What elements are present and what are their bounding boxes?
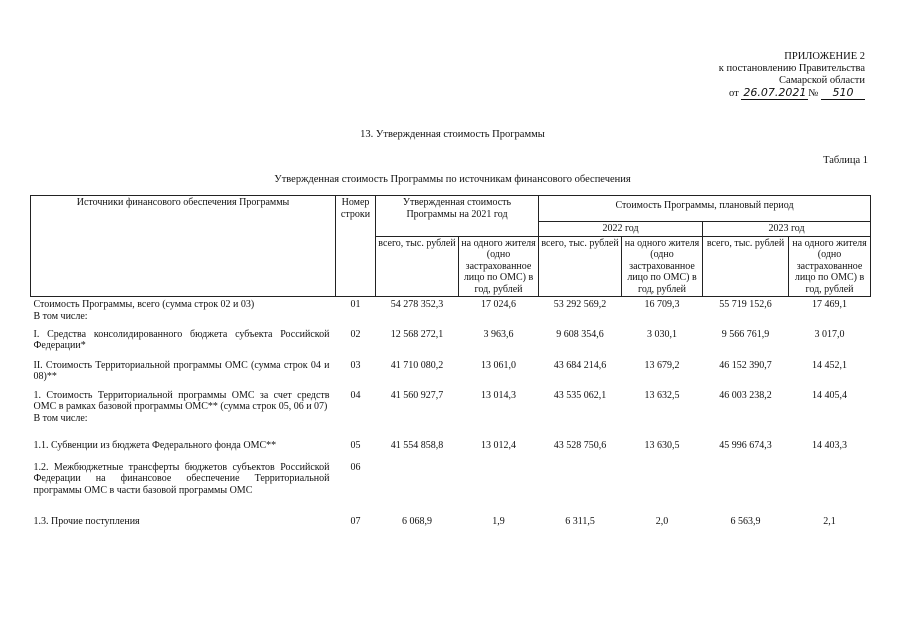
cell-per-capita-2023 xyxy=(789,460,871,514)
table-label: Таблица 1 xyxy=(823,155,868,166)
cell-per-capita-2021: 17 024,6 xyxy=(481,299,516,310)
number-value: 510 xyxy=(821,87,865,100)
cell-per-capita-2021: 3 963,6 xyxy=(483,328,514,340)
header-approved: Утвержденная стоимость Программы на 2021 год xyxy=(376,196,539,237)
date-value: 26.07.2021 xyxy=(743,86,807,99)
header-total-2021: всего, тыс. рублей xyxy=(376,236,459,297)
cell-per-capita-2023: 3 017,0 xyxy=(814,328,845,340)
cell-total-2022: 6 311,5 xyxy=(565,515,595,527)
cell-per-capita-2023: 14 405,4 xyxy=(812,389,848,401)
cell-per-capita-2023: 14 403,3 xyxy=(812,439,848,451)
row-number: 04 xyxy=(350,389,361,401)
appendix-region: Самарской области xyxy=(779,75,865,86)
header-per-capita-2022: на одного жителя (одно застрахованное лицо по ОМС) в год, рублей xyxy=(622,236,703,297)
row-name: I. Средства консолидированного бюджета субъекта Российской Федерации* xyxy=(33,328,330,351)
row-name: 1.2. Межбюджетные трансферты бюджетов субъектов Российской Федерации на финансовое обеспечение Территориальной программы ОМС в части базовой программы ОМС xyxy=(33,461,330,496)
row-subtext: В том числе: xyxy=(33,412,88,424)
cell-total-2021 xyxy=(376,460,459,514)
cell-total-2021: 12 568 272,1 xyxy=(390,328,444,340)
appendix-decree: к постановлению Правительства xyxy=(718,63,865,74)
row-name: 1.1. Субвенции из бюджета Федерального фонда ОМС** xyxy=(33,439,277,451)
cell-total-2021: 54 278 352,3 xyxy=(390,299,444,310)
number-prefix: № xyxy=(808,88,819,99)
header-row-number: Номер строки xyxy=(336,196,376,297)
table-row xyxy=(31,438,871,460)
row-number: 01 xyxy=(350,299,361,310)
table-row xyxy=(31,388,871,438)
cell-per-capita-2021: 13 014,3 xyxy=(481,389,516,401)
row-number: 03 xyxy=(350,359,361,371)
row-name: 1.3. Прочие поступления xyxy=(33,515,140,527)
cell-total-2021: 41 554 858,8 xyxy=(390,439,444,451)
cell-total-2023: 46 152 390,7 xyxy=(719,359,772,371)
section-title: 13. Утвержденная стоимость Программы xyxy=(360,129,545,140)
cell-per-capita-2021 xyxy=(459,460,539,514)
cell-total-2023 xyxy=(703,460,789,514)
header-year-2022: 2022 год xyxy=(539,222,703,237)
cell-per-capita-2022: 13 632,5 xyxy=(644,389,680,401)
table-row xyxy=(31,358,871,388)
cell-total-2022: 43 535 062,1 xyxy=(553,389,607,401)
header-per-capita-2021: на одного жителя (одно застрахованное лицо по ОМС) в год, рублей xyxy=(459,236,539,297)
table-caption: Утвержденная стоимость Программы по источникам финансового обеспечения xyxy=(274,174,631,185)
cell-total-2022: 43 528 750,6 xyxy=(553,439,607,451)
cell-per-capita-2022: 3 030,1 xyxy=(647,328,678,340)
cell-per-capita-2023: 2,1 xyxy=(823,515,836,527)
cell-per-capita-2022: 2,0 xyxy=(655,515,669,527)
cell-per-capita-2022: 13 679,2 xyxy=(644,359,680,371)
cell-per-capita-2022 xyxy=(622,460,703,514)
appendix-title: ПРИЛОЖЕНИЕ 2 xyxy=(784,51,865,62)
cell-total-2021: 41 560 927,7 xyxy=(390,389,444,401)
cell-total-2023: 55 719 152,6 xyxy=(719,299,772,310)
cell-total-2021: 41 710 080,2 xyxy=(390,359,444,371)
table-row xyxy=(31,460,871,514)
cell-per-capita-2022: 16 709,3 xyxy=(644,299,680,310)
cell-total-2022 xyxy=(539,460,622,514)
row-number: 02 xyxy=(350,328,361,340)
cell-total-2023: 45 996 674,3 xyxy=(719,439,772,451)
table-row xyxy=(31,327,871,358)
header-total-2022: всего, тыс. рублей xyxy=(539,236,622,297)
table-row xyxy=(31,514,871,534)
row-name: 1. Стоимость Территориальной программы ОМС за счет средств ОМС в рамках базовой программы ОМС** (сумма строк 05, 06 и 07) В том числе: xyxy=(33,389,330,424)
cell-per-capita-2021: 1,9 xyxy=(492,515,505,527)
cell-per-capita-2022: 13 630,5 xyxy=(644,439,680,451)
header-planned: Стоимость Программы, плановый период xyxy=(539,196,871,222)
row-name: II. Стоимость Территориальной программы ОМС (сумма строк 04 и 08)** xyxy=(33,359,330,382)
cell-total-2022: 9 608 354,6 xyxy=(556,328,604,340)
cell-per-capita-2023: 14 452,1 xyxy=(812,359,848,371)
cost-table xyxy=(30,195,871,534)
table-row xyxy=(31,297,871,327)
cell-total-2022: 43 684 214,6 xyxy=(553,359,607,371)
cell-total-2021: 6 068,9 xyxy=(402,515,432,527)
cell-total-2023: 46 003 238,2 xyxy=(719,389,772,401)
header-source: Источники финансового обеспечения Программы xyxy=(31,196,336,297)
row-number: 07 xyxy=(350,515,361,527)
cell-total-2022: 53 292 569,2 xyxy=(553,299,607,310)
row-number: 05 xyxy=(350,439,361,451)
cell-total-2023: 9 566 761,9 xyxy=(721,328,770,340)
header-per-capita-2023: на одного жителя (одно застрахованное лицо по ОМС) в год, рублей xyxy=(789,236,871,297)
header-year-2023: 2023 год xyxy=(703,222,871,237)
row-subtext: В том числе: xyxy=(33,310,88,322)
appendix-header xyxy=(719,51,865,100)
cell-per-capita-2021: 13 061,0 xyxy=(481,359,516,371)
cell-total-2023: 6 563,9 xyxy=(730,515,761,527)
row-name: Стоимость Программы, всего (сумма строк 02 и 03) В том числе: xyxy=(31,297,336,327)
date-prefix: от xyxy=(729,88,739,99)
row-number: 06 xyxy=(350,461,361,473)
header-total-2023: всего, тыс. рублей xyxy=(703,236,789,297)
cell-per-capita-2021: 13 012,4 xyxy=(481,439,516,451)
cell-per-capita-2023: 17 469,1 xyxy=(812,299,848,310)
appendix-date-line xyxy=(719,87,865,100)
